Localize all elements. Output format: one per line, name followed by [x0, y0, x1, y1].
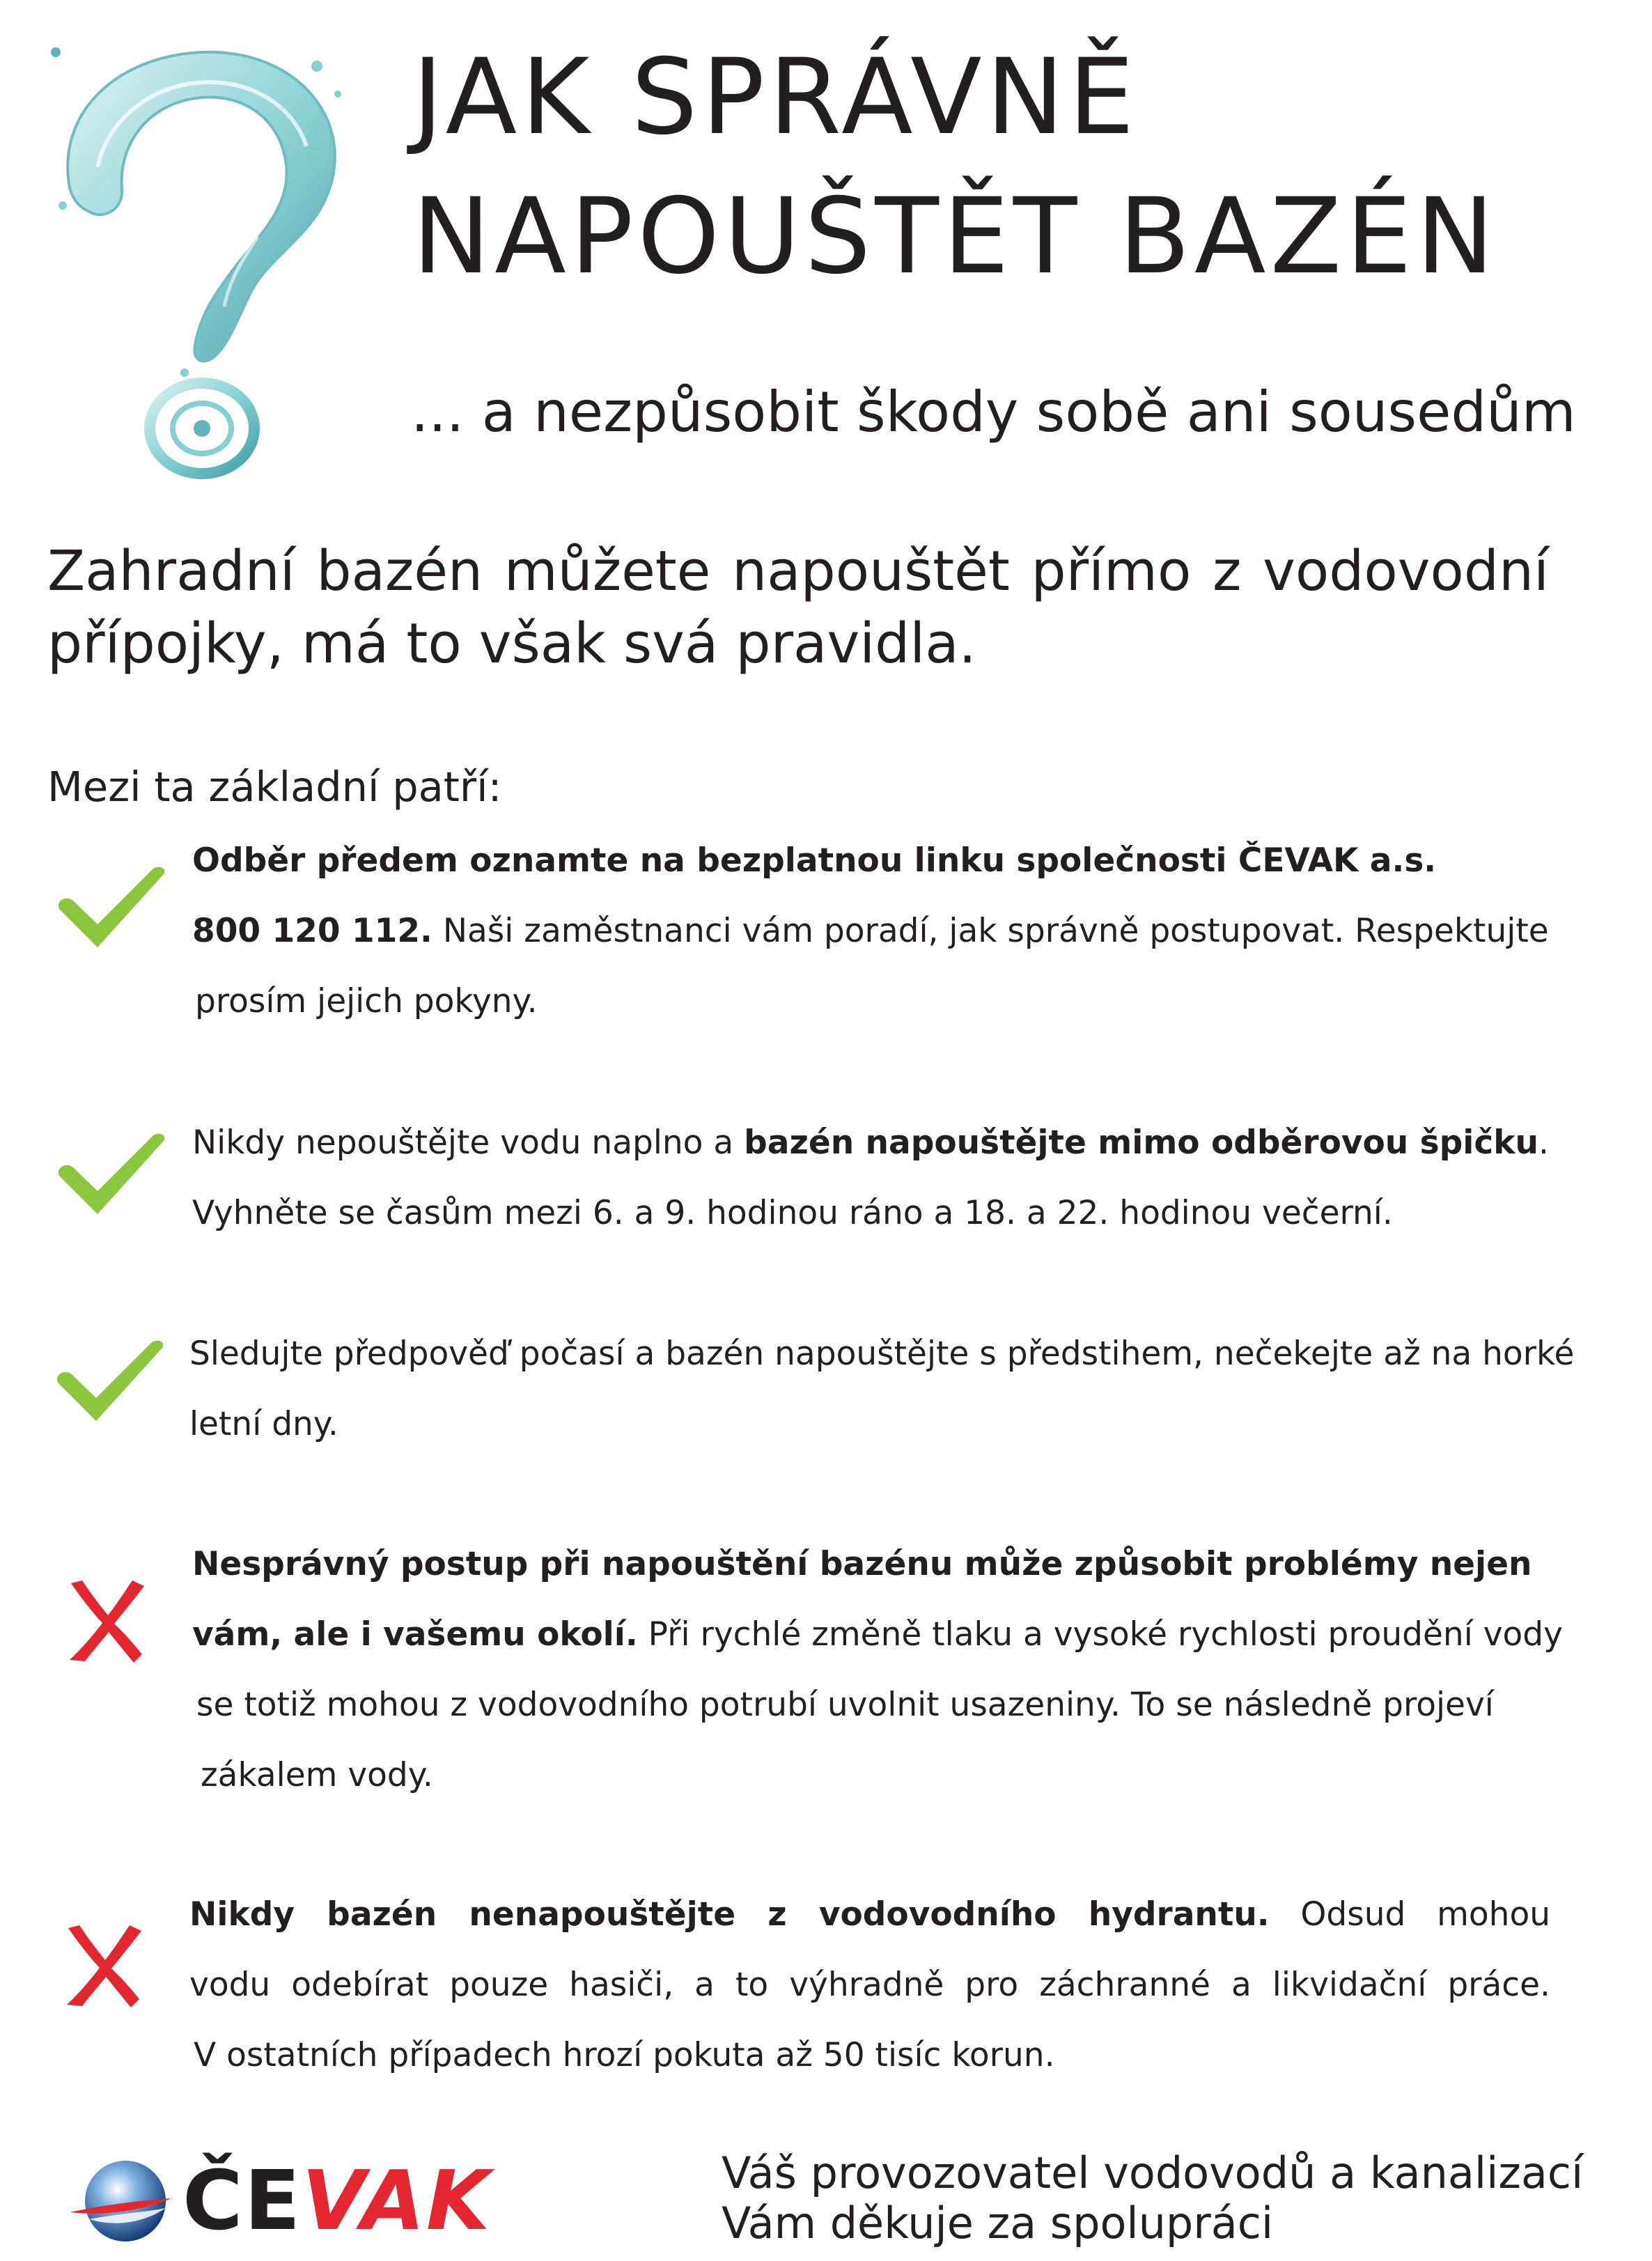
- page-title-line-2: NAPOUŠTĚT BAZÉN: [412, 176, 1499, 297]
- page-title-line-1: JAK SPRÁVNĚ: [412, 37, 1139, 158]
- item-5-line-1-bold: Nikdy bazén nenapouštějte z vodovodního hydrantu.: [189, 1895, 1270, 1934]
- phone-number: 800 120 112.: [192, 912, 433, 950]
- item-4-line-2: Při rychlé změně tlaku a vysoké rychlosti proudění vody: [637, 1615, 1563, 1654]
- cevak-logo-text: [182, 2152, 491, 2248]
- item-1-line-3: prosím jejich pokyny.: [195, 982, 538, 1020]
- check-icon: [54, 1334, 166, 1424]
- footer-line-1: Váš provozovatel vodovodů a kanalizací: [722, 2147, 1584, 2198]
- item-1-line-1: Odběr předem oznamte na bezplatnou linku společnosti ČEVAK a.s.: [192, 841, 1437, 880]
- list-item: [189, 1319, 1575, 1459]
- item-5-line-3: V ostatních případech hrozí pokuta až 50 tisíc korun.: [194, 2036, 1055, 2074]
- cross-icon: [64, 1578, 148, 1665]
- cevak-globe-logo-icon: [68, 2158, 173, 2248]
- cross-icon: [61, 1922, 145, 2010]
- item-4-line-1: Nesprávný postup při napouštění bazénu může způsobit problémy nejen: [192, 1545, 1532, 1583]
- page-subtitle: ... a nezpůsobit škody sobě ani sousedům: [411, 380, 1576, 444]
- list-item: [189, 1879, 1550, 2090]
- logo-part-2: VAK: [302, 2152, 492, 2248]
- water-question-mark-icon: [42, 28, 362, 488]
- item-4-line-2-bold: vám, ale i vašemu okolí.: [192, 1615, 638, 1654]
- item-2-line-1-bold: bazén napouštějte mimo odběrovou špičku: [744, 1124, 1538, 1162]
- list-lead: Mezi ta základní patří:: [47, 763, 502, 811]
- intro-text: Zahradní bazén můžete napouštět přímo z vodovodní přípojky, má to však svá pravidla.: [47, 539, 1549, 676]
- item-5-line-2: vodu odebírat pouze hasiči, a to výhradně pro záchranné a likvidační práce.: [189, 1966, 1550, 2004]
- item-5-line-1: Odsud mohou: [1269, 1895, 1550, 1934]
- list-item: [192, 825, 1550, 1036]
- check-icon: [56, 1127, 167, 1218]
- list-item: [192, 1108, 1550, 1248]
- item-1-line-2: Naši zaměstnanci vám poradí, jak správně postupovat. Respektujte: [432, 912, 1549, 950]
- item-3-line-2: letní dny.: [189, 1405, 338, 1443]
- check-icon: [56, 860, 167, 951]
- item-2-line-1-pre: Nikdy nepouštějte vodu naplno a: [192, 1124, 745, 1162]
- footer-line-2: Vám děkuje za spolupráci: [722, 2198, 1274, 2248]
- logo-part-1: ČE: [182, 2152, 302, 2248]
- item-4-line-3: se totiž mohou z vodovodního potrubí uvolnit usazeniny. To se následně projeví: [196, 1686, 1494, 1724]
- footer-thanks: [722, 2148, 1583, 2248]
- item-2-line-1-post: .: [1538, 1124, 1549, 1162]
- list-item: [192, 1529, 1563, 1810]
- item-4-line-4: zákalem vody.: [201, 1756, 433, 1794]
- item-2-line-2: Vyhněte se časům mezi 6. a 9. hodinou ráno a 18. a 22. hodinou večerní.: [192, 1194, 1393, 1232]
- item-3-line-1: Sledujte předpověď počasí a bazén napouštějte s předstihem, nečekejte až na horké: [189, 1335, 1575, 1373]
